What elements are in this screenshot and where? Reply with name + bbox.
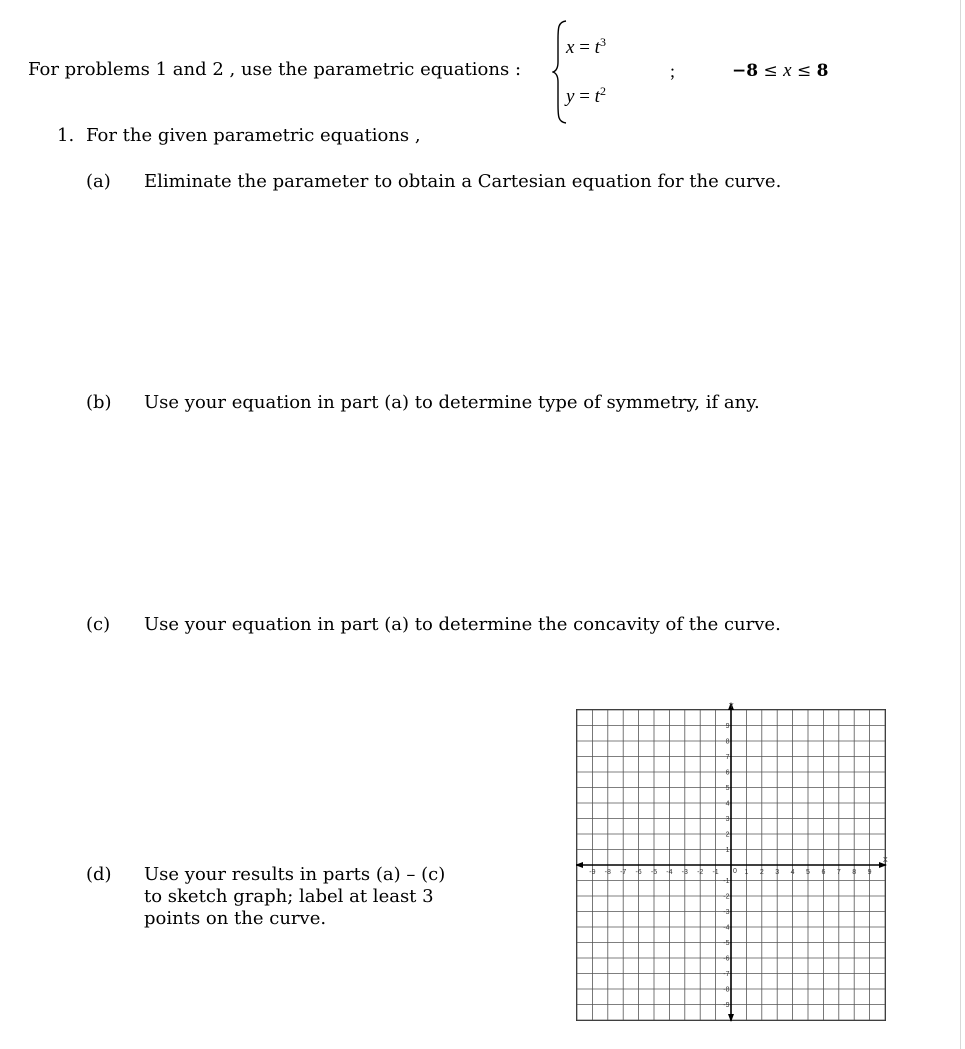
part-d-line-1: Use your results in parts (a) – (c) [144, 864, 446, 885]
eq-y-equals: = [574, 86, 595, 107]
part-b-text: Use your equation in part (a) to determine type of symmetry, if any. [144, 392, 760, 413]
page-right-border [960, 0, 961, 1049]
part-c-label: (c) [86, 614, 111, 635]
x-tick-label: -8 [604, 869, 611, 876]
intro-text: For problems 1 and 2 , use the parametric equations : [28, 59, 522, 80]
eq-y-rhs: t [594, 86, 600, 107]
y-tick-label: 7 [725, 754, 730, 761]
y-tick-label: -5 [723, 940, 730, 947]
separator: ; [670, 61, 676, 81]
equation-x [566, 35, 606, 59]
x-axis-label: X [883, 857, 888, 864]
x-tick-label: 3 [775, 869, 780, 876]
x-tick-label: -1 [712, 869, 719, 876]
domain-leq-2: ≤ [791, 61, 817, 81]
x-tick-label: 1 [744, 869, 749, 876]
part-b-label: (b) [86, 392, 112, 413]
y-tick-label: 1 [725, 847, 730, 854]
domain-left: −8 [732, 61, 759, 81]
x-tick-label: 2 [759, 869, 764, 876]
part-d-label: (d) [86, 864, 112, 885]
y-tick-label: -4 [723, 924, 730, 932]
domain-right: 8 [816, 61, 829, 81]
graph-paper[interactable] [576, 697, 888, 1023]
part-d-text [144, 864, 445, 930]
y-tick-label: 4 [725, 800, 730, 808]
part-a-label: (a) [86, 171, 111, 192]
x-tick-label: -3 [681, 869, 688, 876]
y-tick-label: 9 [725, 723, 730, 730]
eq-y-lhs: y [566, 86, 575, 107]
y-tick-label: -9 [723, 1002, 730, 1009]
x-tick-label: 4 [790, 869, 795, 876]
x-tick-label: 5 [806, 869, 810, 876]
y-tick-label: 8 [725, 738, 730, 746]
x-tick-label: -7 [620, 869, 627, 876]
y-tick-label: 6 [725, 769, 730, 777]
domain-constraint [732, 60, 828, 82]
part-d-line-2: to sketch graph; label at least 3 [144, 886, 434, 907]
y-tick-label: 2 [725, 831, 730, 839]
y-tick-label: -3 [723, 909, 730, 916]
eq-y-exponent: 2 [599, 84, 606, 98]
eq-x-equals: = [574, 37, 595, 58]
x-tick-label: 9 [867, 869, 872, 876]
x-tick-label: 7 [836, 869, 841, 876]
part-d-line-3: points on the curve. [144, 908, 327, 929]
part-c-text: Use your equation in part (a) to determine the concavity of the curve. [144, 614, 781, 635]
y-axis-label: Y [729, 703, 734, 710]
x-tick-label: -4 [666, 869, 673, 876]
part-a-text: Eliminate the parameter to obtain a Cartesian equation for the curve. [144, 171, 782, 192]
y-tick-label: -8 [723, 986, 730, 994]
domain-leq-1: ≤ [758, 61, 784, 81]
y-tick-label: -1 [723, 878, 730, 885]
domain-var: x [783, 60, 792, 81]
x-tick-label: -6 [635, 869, 642, 876]
y-tick-label: -6 [723, 955, 730, 963]
problem-heading: For the given parametric equations , [86, 125, 421, 146]
y-tick-label: -2 [723, 893, 730, 901]
y-tick-label: 5 [725, 785, 730, 792]
x-tick-label: 6 [821, 869, 826, 876]
x-tick-label: 8 [852, 869, 857, 876]
eq-x-rhs: t [594, 37, 600, 58]
y-tick-label: 3 [725, 816, 730, 823]
equation-y [566, 84, 606, 108]
x-tick-label: -2 [697, 869, 704, 876]
x-tick-label: -9 [589, 869, 596, 876]
y-tick-label: -7 [723, 971, 730, 978]
origin-label: 0 [733, 868, 737, 875]
eq-x-lhs: x [566, 37, 575, 58]
eq-x-exponent: 3 [599, 35, 606, 49]
x-tick-label: -5 [650, 869, 658, 876]
problem-number: 1. [57, 125, 75, 146]
